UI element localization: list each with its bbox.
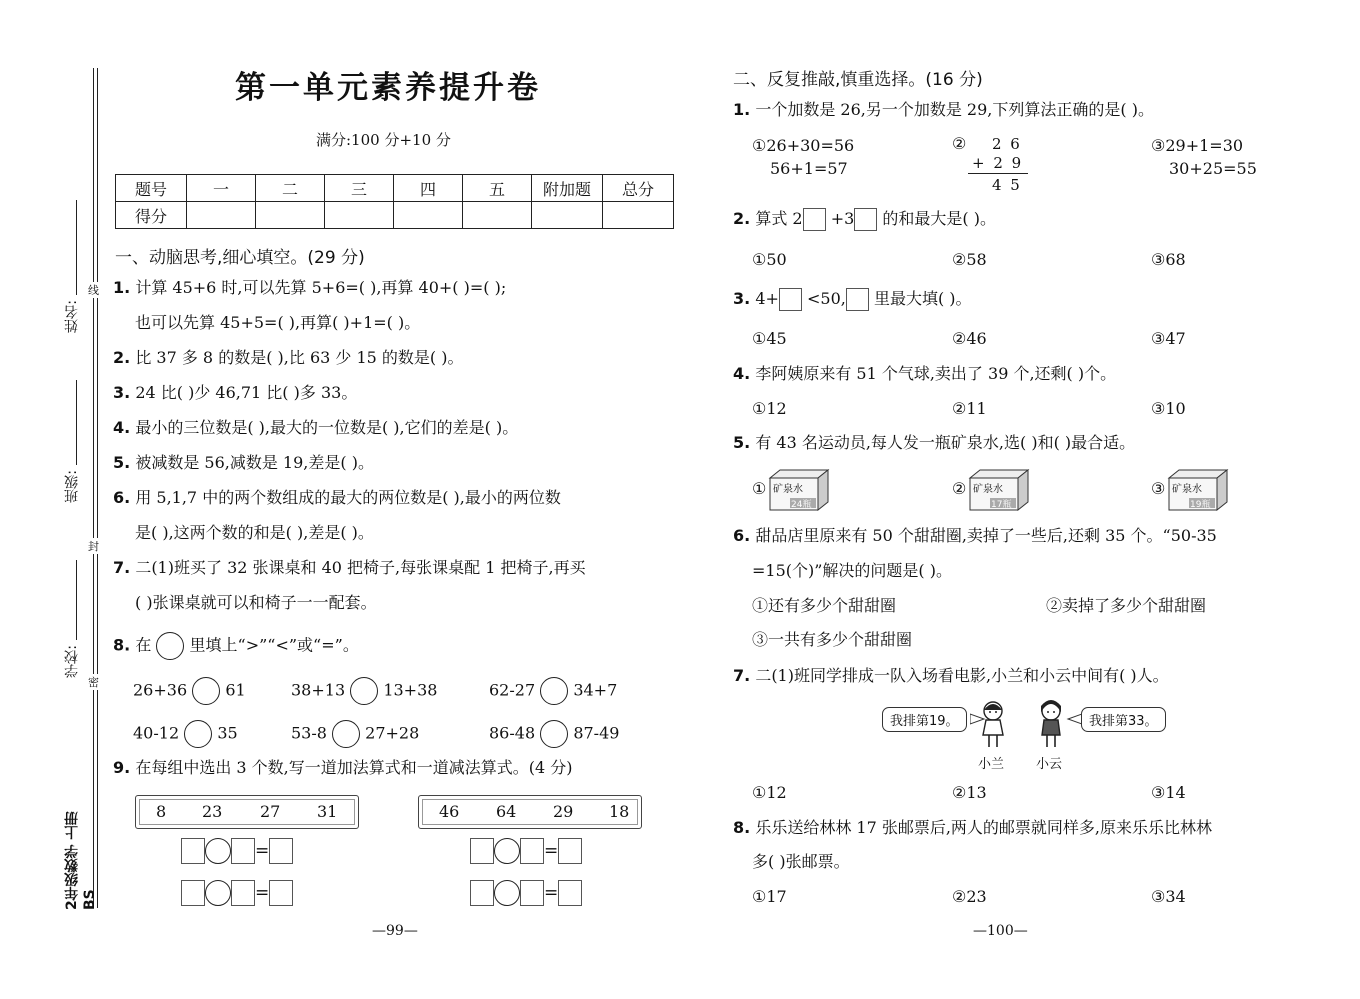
bubble-tail-icon <box>1066 712 1082 726</box>
vertical-calc-row: + 2 9 <box>972 154 1024 172</box>
water-label: 矿泉水 <box>1172 484 1202 495</box>
compare-left: 40-12 <box>133 723 180 743</box>
question-text: 有 43 名运动员,每人发一瓶矿泉水,选( )和( )最合适。 <box>755 433 1136 452</box>
question-text: 李阿姨原来有 51 个气球,卖出了 39 个,还剩( )个。 <box>755 364 1117 383</box>
question-number: 3. <box>733 289 751 308</box>
answer-box[interactable] <box>558 880 582 906</box>
answer-box[interactable] <box>269 880 293 906</box>
question-number: 1. <box>733 100 751 119</box>
answer-box[interactable] <box>269 838 293 864</box>
water-box-option-1[interactable] <box>768 468 830 516</box>
score-header-cell: 一 <box>187 175 256 202</box>
water-count: 17瓶 <box>991 500 1012 510</box>
operator-circle[interactable] <box>205 838 231 864</box>
operator-circle[interactable] <box>494 838 520 864</box>
compare-right: 34+7 <box>573 680 618 700</box>
compare-item <box>133 720 238 748</box>
answer-box[interactable] <box>231 838 255 864</box>
group-number: 27 <box>260 802 281 821</box>
question-number: 8. <box>113 635 131 655</box>
page-title: 第一单元素养提升卷 <box>235 70 541 106</box>
answer-box[interactable] <box>520 880 544 906</box>
answer-box[interactable] <box>181 838 205 864</box>
vertical-calc-row: 4 5 <box>992 176 1022 194</box>
question-number: 5. <box>733 433 751 452</box>
score-row-label: 得分 <box>116 202 187 229</box>
answer-box[interactable] <box>470 838 494 864</box>
compare-circle[interactable] <box>332 720 360 748</box>
question-text: 二(1)班同学排成一队入场看电影,小兰和小云中间有( )人。 <box>755 666 1169 685</box>
score-table <box>115 174 674 229</box>
school-label: 学校: <box>64 645 80 678</box>
water-label: 矿泉水 <box>973 484 1003 495</box>
vertical-calc-line <box>968 173 1028 174</box>
compare-left: 86-48 <box>489 723 536 743</box>
question-number: 1. <box>113 278 131 297</box>
score-header-cell: 五 <box>463 175 532 202</box>
option[interactable]: ①12 <box>752 783 787 802</box>
full-score: 满分:100 分+10 分 <box>316 131 451 149</box>
question-text: 二(1)班买了 32 张课桌和 40 把椅子,每张课桌配 1 把椅子,再买 <box>135 558 586 577</box>
score-cell[interactable] <box>256 202 325 229</box>
binding-strip <box>56 60 106 910</box>
question-text: 用 5,1,7 中的两个数组成的最大的两位数是( ),最小的两位数 <box>135 488 561 507</box>
option[interactable]: ②58 <box>952 250 987 269</box>
group-number: 29 <box>553 802 574 821</box>
r-question-8-line-2: 多( )张邮票。 <box>752 852 850 871</box>
class-label: 班级: <box>64 470 80 503</box>
score-cell[interactable] <box>187 202 256 229</box>
question-6-line-2: 是( ),这两个数的和是( ),差是( )。 <box>135 523 374 542</box>
equation-row <box>181 880 293 906</box>
option-mark[interactable]: ① <box>752 479 767 498</box>
r-question-8-line-1 <box>733 818 1212 838</box>
question-7-line-1 <box>113 558 586 578</box>
group-number: 46 <box>439 802 460 821</box>
group-number: 23 <box>202 802 223 821</box>
option[interactable]: ①17 <box>752 887 787 906</box>
girl-xiaolan-icon <box>978 700 1008 750</box>
question-4 <box>113 418 518 438</box>
compare-item <box>489 720 619 748</box>
equals-sign: = <box>255 883 270 903</box>
group-number: 18 <box>609 802 630 821</box>
girl-xiaoyun-icon <box>1036 700 1066 750</box>
option[interactable]: ①26+30=56 <box>752 136 855 155</box>
question-text: 计算 45+6 时,可以先算 5+6=( ),再算 40+( )=( ); <box>135 278 507 297</box>
option[interactable]: ③一共有多少个甜甜圈 <box>752 630 913 649</box>
option[interactable]: ①12 <box>752 399 787 418</box>
option[interactable]: ②11 <box>952 399 987 418</box>
question-number: 9. <box>113 758 131 777</box>
name-xiaolan: 小兰 <box>978 757 1005 772</box>
compare-circle-sample <box>156 632 184 660</box>
page-number-right: —100— <box>973 923 1028 939</box>
option[interactable]: ③10 <box>1151 399 1186 418</box>
question-number: 3. <box>113 383 131 402</box>
r-question-2 <box>733 208 996 231</box>
question-text: 4+ <box>755 289 779 308</box>
compare-circle[interactable] <box>540 677 568 705</box>
question-text: 在 <box>135 635 152 655</box>
question-3 <box>113 383 357 403</box>
option[interactable]: ②46 <box>952 329 987 348</box>
option[interactable]: ①45 <box>752 329 787 348</box>
score-table-score-row <box>116 202 674 229</box>
question-1-line-1 <box>113 278 506 298</box>
compare-left: 62-27 <box>489 680 536 700</box>
section-2-heading: 二、反复推敲,慎重选择。(16 分) <box>733 70 983 90</box>
name-label: 姓名: <box>64 300 80 333</box>
r-question-7 <box>733 666 1169 686</box>
answer-box[interactable] <box>231 880 255 906</box>
option[interactable]: ③34 <box>1151 887 1186 906</box>
compare-circle[interactable] <box>540 720 568 748</box>
option[interactable]: ①50 <box>752 250 787 269</box>
option[interactable]: ③68 <box>1151 250 1186 269</box>
compare-circle[interactable] <box>192 677 220 705</box>
name-blank-line <box>76 200 77 295</box>
binding-line-inner <box>97 68 98 908</box>
question-number: 2. <box>113 348 131 367</box>
compare-right: 87-49 <box>573 723 620 743</box>
seal-mark: 封 <box>88 540 99 553</box>
digit-box[interactable] <box>779 288 802 311</box>
question-number: 5. <box>113 453 131 472</box>
compare-item <box>133 677 246 705</box>
water-label: 矿泉水 <box>773 484 803 495</box>
compare-item <box>291 720 419 748</box>
option[interactable]: ①还有多少个甜甜圈 <box>752 596 897 615</box>
option-mark[interactable]: ③ <box>1151 479 1166 498</box>
equation-row <box>470 880 582 906</box>
compare-right: 61 <box>225 680 246 700</box>
question-number: 8. <box>733 818 751 837</box>
score-table-header-row <box>116 175 674 202</box>
compare-item <box>489 677 617 705</box>
water-box-option-2[interactable] <box>968 468 1030 516</box>
score-header-cell: 题号 <box>116 175 187 202</box>
answer-box[interactable] <box>520 838 544 864</box>
question-number: 4. <box>733 364 751 383</box>
section-1-heading: 一、动脑思考,细心填空。(29 分) <box>115 248 365 268</box>
compare-circle[interactable] <box>184 720 212 748</box>
book-label: 2年级数学 上册 BS <box>64 811 98 910</box>
page-number-left: —99— <box>372 923 418 939</box>
r-question-6-line-2: =15(个)”解决的问题是( )。 <box>752 561 953 580</box>
question-number: 2. <box>733 209 751 228</box>
question-text: 甜品店里原来有 50 个甜甜圈,卖掉了一些后,还剩 35 个。“50-35 <box>755 526 1217 545</box>
equals-sign: = <box>544 841 559 861</box>
digit-box[interactable] <box>846 288 869 311</box>
question-8 <box>113 632 359 660</box>
question-text: 比 37 多 8 的数是( ),比 63 少 15 的数是( )。 <box>135 348 464 367</box>
option[interactable]: ②23 <box>952 887 987 906</box>
question-text: 被减数是 56,减数是 19,差是( )。 <box>135 453 374 472</box>
speech-bubble-xiaolan <box>882 707 967 732</box>
water-count: 19瓶 <box>1190 500 1211 510</box>
speech-bubble-xiaoyun <box>1081 707 1166 732</box>
number-group-1 <box>135 795 359 829</box>
question-number: 7. <box>113 558 131 577</box>
score-header-cell: 三 <box>325 175 394 202</box>
option[interactable]: ②13 <box>952 783 987 802</box>
vertical-calc-row: 2 6 <box>992 135 1022 153</box>
name-xiaoyun: 小云 <box>1036 757 1063 772</box>
score-cell[interactable] <box>394 202 463 229</box>
equation-row <box>470 838 582 864</box>
question-number: 6. <box>733 526 751 545</box>
compare-left: 38+13 <box>291 680 346 700</box>
question-number: 7. <box>733 666 751 685</box>
question-number: 4. <box>113 418 131 437</box>
question-text: 里填上“>”“<”或“=”。 <box>189 635 359 655</box>
r-question-6-line-1 <box>733 526 1217 546</box>
answer-box[interactable] <box>470 880 494 906</box>
option-mark[interactable]: ② <box>952 134 967 153</box>
option-continued: 56+1=57 <box>770 159 848 178</box>
speech-bubble-text: 我排第19。 <box>890 714 959 729</box>
score-cell[interactable] <box>463 202 532 229</box>
group-number: 31 <box>317 802 338 821</box>
equals-sign: = <box>544 883 559 903</box>
question-text: 算式 2 <box>755 209 803 228</box>
water-count: 24瓶 <box>791 500 812 510</box>
school-blank-line <box>76 560 77 640</box>
compare-circle[interactable] <box>350 677 378 705</box>
compare-right: 27+28 <box>365 723 420 743</box>
binding-line <box>93 68 94 908</box>
group-number: 8 <box>156 802 167 821</box>
water-box-option-3[interactable] <box>1167 468 1229 516</box>
option-continued: 30+25=55 <box>1169 159 1257 178</box>
compare-right: 35 <box>217 723 238 743</box>
r-question-1 <box>733 100 1154 120</box>
question-text: 的和最大是( )。 <box>882 209 996 228</box>
digit-box[interactable] <box>803 208 826 231</box>
class-blank-line <box>76 380 77 465</box>
compare-left: 53-8 <box>291 723 327 743</box>
question-7-line-2: ( )张课桌就可以和椅子一一配套。 <box>135 593 377 612</box>
question-text: 最小的三位数是( ),最大的一位数是( ),它们的差是( )。 <box>135 418 519 437</box>
compare-right: 13+38 <box>383 680 438 700</box>
question-text: 24 比( )少 46,71 比( )多 33。 <box>135 383 358 402</box>
number-group-2 <box>418 795 642 829</box>
question-9 <box>113 758 573 778</box>
compare-item <box>291 677 437 705</box>
line-mark: 线 <box>88 284 99 297</box>
score-cell[interactable] <box>325 202 394 229</box>
answer-box[interactable] <box>181 880 205 906</box>
r-question-3 <box>733 288 972 311</box>
score-header-cell: 二 <box>256 175 325 202</box>
score-cell[interactable] <box>532 202 603 229</box>
score-header-cell: 总分 <box>603 175 674 202</box>
option[interactable]: ③14 <box>1151 783 1186 802</box>
question-text: 里最大填( )。 <box>873 289 972 308</box>
question-2 <box>113 348 464 368</box>
secret-mark: 密 <box>88 676 99 689</box>
question-text: <50, <box>807 289 846 308</box>
question-5 <box>113 453 374 473</box>
option-mark[interactable]: ② <box>952 479 967 498</box>
question-text: 在每组中选出 3 个数,写一道加法算式和一道减法算式。(4 分) <box>135 758 573 777</box>
operator-circle[interactable] <box>494 880 520 906</box>
score-header-cell: 附加题 <box>532 175 603 202</box>
question-text: +3 <box>830 209 855 228</box>
option[interactable]: ②卖掉了多少个甜甜圈 <box>1046 596 1207 615</box>
queue-illustration <box>880 700 1170 772</box>
score-cell[interactable] <box>603 202 674 229</box>
option[interactable]: ③29+1=30 <box>1151 136 1244 155</box>
answer-box[interactable] <box>558 838 582 864</box>
operator-circle[interactable] <box>205 880 231 906</box>
equation-row <box>181 838 293 864</box>
question-1-line-2: 也可以先算 45+5=( ),再算( )+1=( )。 <box>135 313 421 332</box>
option[interactable]: ③47 <box>1151 329 1186 348</box>
digit-box[interactable] <box>854 208 877 231</box>
question-number: 6. <box>113 488 131 507</box>
question-6-line-1 <box>113 488 561 508</box>
speech-bubble-text: 我排第33。 <box>1089 714 1158 729</box>
question-text: 一个加数是 26,另一个加数是 29,下列算法正确的是( )。 <box>755 100 1154 119</box>
question-text: 乐乐送给林林 17 张邮票后,两人的邮票就同样多,原来乐乐比林林 <box>755 818 1213 837</box>
equals-sign: = <box>255 841 270 861</box>
group-number: 64 <box>496 802 517 821</box>
r-question-4 <box>733 364 1116 384</box>
compare-left: 26+36 <box>133 680 188 700</box>
score-header-cell: 四 <box>394 175 463 202</box>
r-question-5 <box>733 433 1135 453</box>
